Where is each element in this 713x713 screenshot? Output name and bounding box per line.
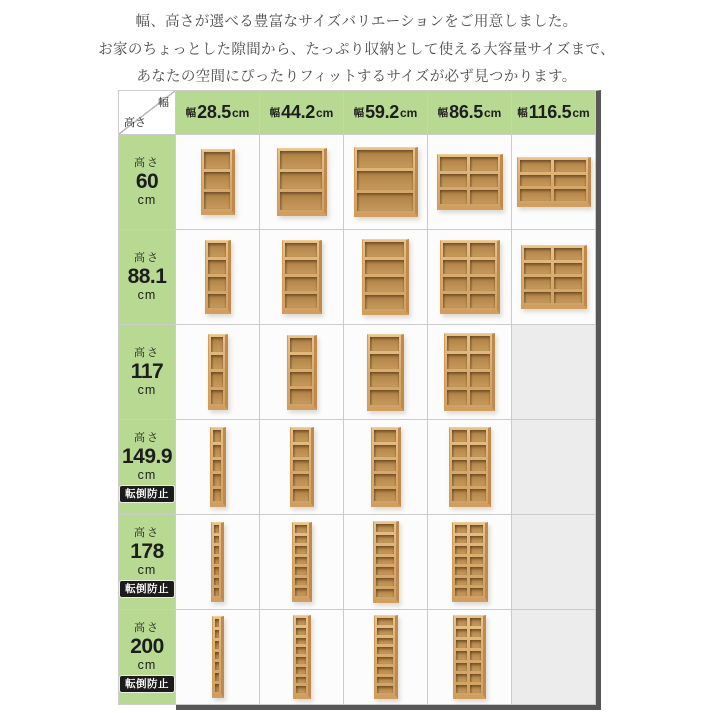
height-prefix-label: 高さ: [134, 157, 160, 169]
size-matrix-table: [118, 90, 601, 705]
height-row-header: [119, 135, 176, 230]
shelf-compartment: [365, 260, 404, 275]
shelf-compartment: [376, 546, 394, 554]
shelf-compartment: [280, 151, 322, 169]
height-value: 200: [130, 634, 164, 658]
height-value: 149.9: [121, 444, 173, 468]
shelf-compartment: [376, 557, 394, 565]
header-row: [119, 91, 596, 135]
table-row: [119, 135, 596, 230]
shelf-compartment: [452, 460, 468, 472]
shelf-compartment: [470, 260, 495, 274]
width-value: 86.5: [449, 102, 483, 122]
height-row-header: [119, 610, 176, 705]
height-prefix-label: 高さ: [134, 347, 160, 359]
shelf-cell: [344, 135, 428, 230]
shelf-cell: [344, 325, 428, 420]
shelf-compartment: [211, 372, 223, 387]
height-unit-label: cm: [137, 562, 157, 577]
shelf-compartment: [470, 674, 481, 682]
shelf-compartment: [443, 243, 468, 257]
width-column-header: [428, 91, 512, 135]
shelf-compartment: [370, 337, 399, 352]
shelf-compartment: [554, 248, 582, 260]
shelf-compartment: [470, 354, 490, 369]
bookshelf-illustration: [354, 147, 418, 217]
shelf-cell: [344, 230, 428, 325]
shelf-compartment: [215, 641, 219, 649]
shelf-compartment: [456, 629, 467, 637]
shelf-cell: [176, 420, 260, 515]
bookshelf-illustration: [449, 427, 491, 507]
height-row-header: [119, 325, 176, 420]
shelf-cell: [260, 135, 344, 230]
shelf-compartment: [365, 242, 404, 257]
bookshelf-illustration: [444, 333, 495, 411]
shelf-compartment: [377, 628, 393, 635]
shelf-compartment: [293, 445, 309, 457]
shelf-compartment: [357, 150, 413, 168]
shelf-compartment: [520, 175, 552, 187]
shelf-compartment: [440, 174, 468, 188]
shelf-compartment: [296, 686, 306, 693]
bookshelf-illustration: [208, 334, 228, 410]
shelf-compartment: [455, 588, 468, 596]
bookshelf-illustration: [440, 240, 500, 314]
width-column-header: [260, 91, 344, 135]
shelf-cell: [260, 515, 344, 610]
width-unit-label: cm: [316, 105, 334, 120]
shelf-compartment: [524, 292, 552, 304]
shelf-compartment: [285, 277, 317, 291]
shelf-compartment: [456, 618, 467, 626]
height-value: 88.1: [127, 265, 167, 288]
shelf-compartment: [204, 152, 230, 169]
width-unit-label: cm: [232, 105, 250, 120]
shelf-cell: [428, 610, 512, 705]
table-row: [119, 420, 596, 515]
shelf-compartment: [520, 160, 552, 172]
shelf-compartment: [376, 567, 394, 575]
shelf-compartment: [296, 638, 306, 645]
shelf-compartment: [524, 277, 552, 289]
shelf-compartment: [452, 445, 468, 457]
shelf-compartment: [470, 336, 490, 351]
shelf-compartment: [376, 578, 394, 586]
shelf-compartment: [213, 445, 221, 457]
shelf-compartment: [470, 685, 481, 693]
shelf-compartment: [208, 277, 226, 291]
shelf-compartment: [374, 430, 396, 442]
empty-cell: [512, 515, 596, 610]
width-prefix-label: 幅: [269, 107, 281, 119]
bookshelf-illustration: [367, 334, 404, 411]
shelf-compartment: [296, 618, 306, 625]
table-row: [119, 230, 596, 325]
shelf-compartment: [376, 589, 394, 597]
intro-line-2: お家のちょっとした隙間から、たっぷり収納として使える大容量サイズまで、: [98, 41, 615, 58]
table-row: [119, 610, 596, 705]
intro-line-3: あなたの空間にぴったりフィットするサイズが必ず見つかります。: [136, 69, 577, 85]
shelf-compartment: [377, 657, 393, 664]
shelf-compartment: [470, 546, 483, 554]
shelf-compartment: [370, 354, 399, 369]
shelf-cell: [344, 420, 428, 515]
shelf-compartment: [208, 260, 226, 274]
shelf-cell: [512, 230, 596, 325]
shelf-compartment: [520, 189, 552, 201]
shelf-compartment: [293, 489, 309, 501]
shelf-compartment: [204, 192, 230, 209]
shelf-compartment: [452, 430, 468, 442]
bookshelf-illustration: [201, 149, 235, 215]
shelf-compartment: [470, 663, 481, 671]
shelf-compartment: [293, 474, 309, 486]
anti-tip-badge: 転倒防止: [120, 486, 174, 503]
width-axis-label: 幅: [158, 97, 169, 109]
bookshelf-illustration: [277, 148, 327, 216]
shelf-compartment: [370, 372, 399, 387]
shelf-compartment: [524, 263, 552, 275]
shelf-compartment: [211, 355, 223, 370]
shelf-compartment: [455, 525, 468, 533]
shelf-compartment: [470, 536, 483, 544]
shelf-compartment: [374, 489, 396, 501]
shelf-cell: [176, 135, 260, 230]
shelf-compartment: [290, 338, 312, 352]
shelf-compartment: [293, 430, 309, 442]
bookshelf-illustration: [205, 240, 231, 314]
shelf-compartment: [214, 525, 219, 533]
height-unit-label: cm: [137, 657, 157, 672]
bookshelf-illustration: [293, 615, 311, 699]
table-row: [119, 515, 596, 610]
shelf-cell: [428, 135, 512, 230]
shelf-compartment: [443, 294, 468, 308]
width-prefix-label: 幅: [437, 107, 449, 119]
shelf-compartment: [214, 567, 219, 575]
bookshelf-illustration: [282, 240, 322, 314]
shelf-compartment: [295, 557, 307, 565]
bookshelf-illustration: [211, 522, 224, 602]
shelf-compartment: [456, 651, 467, 659]
height-value: 178: [130, 539, 164, 563]
shelf-compartment: [213, 489, 221, 501]
shelf-compartment: [470, 525, 483, 533]
shelf-compartment: [357, 171, 413, 189]
shelf-cell: [176, 325, 260, 420]
shelf-compartment: [214, 557, 219, 565]
bookshelf-illustration: [287, 335, 317, 410]
shelf-compartment: [213, 474, 221, 486]
shelf-compartment: [290, 389, 312, 403]
shelf-compartment: [554, 277, 582, 289]
width-unit-label: cm: [572, 105, 590, 120]
height-value: 60: [135, 170, 159, 193]
shelf-compartment: [374, 445, 396, 457]
shelf-compartment: [213, 430, 221, 442]
bookshelf-illustration: [210, 427, 226, 507]
width-value: 44.2: [281, 102, 315, 122]
shelf-cell: [428, 420, 512, 515]
shelf-compartment: [470, 588, 483, 596]
shelf-compartment: [280, 192, 322, 210]
shelf-compartment: [554, 160, 586, 172]
shelf-compartment: [452, 474, 468, 486]
shelf-compartment: [470, 190, 498, 204]
height-row-header: [119, 515, 176, 610]
shelf-compartment: [295, 588, 307, 596]
shelf-compartment: [296, 628, 306, 635]
shelf-compartment: [456, 640, 467, 648]
axis-corner-cell: [119, 91, 176, 135]
shelf-compartment: [456, 685, 467, 693]
shelf-compartment: [377, 638, 393, 645]
shelf-compartment: [296, 677, 306, 684]
shelf-compartment: [215, 619, 219, 627]
shelf-compartment: [377, 677, 393, 684]
shelf-compartment: [365, 295, 404, 310]
shelf-compartment: [370, 390, 399, 405]
width-prefix-label: 幅: [353, 107, 365, 119]
shelf-compartment: [208, 243, 226, 257]
shelf-compartment: [455, 567, 468, 575]
shelf-cell: [260, 325, 344, 420]
shelf-cell: [344, 515, 428, 610]
height-unit-label: cm: [137, 193, 157, 207]
width-column-header: [344, 91, 428, 135]
shelf-compartment: [285, 260, 317, 274]
shelf-cell: [260, 230, 344, 325]
shelf-compartment: [456, 674, 467, 682]
shelf-compartment: [296, 647, 306, 654]
shelf-compartment: [524, 248, 552, 260]
intro-line-1: 幅、高さが選べる豊富なサイズバリエーションをご用意しました。: [135, 14, 578, 30]
shelf-compartment: [285, 243, 317, 257]
shelf-compartment: [213, 460, 221, 472]
shelf-compartment: [470, 174, 498, 188]
shelf-compartment: [208, 294, 226, 308]
bookshelf-illustration: [517, 157, 591, 207]
empty-cell: [512, 325, 596, 420]
intro-text: [0, 9, 713, 92]
shelf-compartment: [290, 355, 312, 369]
height-axis-label: 高さ: [124, 117, 146, 129]
shelf-compartment: [215, 652, 219, 660]
shelf-compartment: [470, 618, 481, 626]
shelf-compartment: [290, 372, 312, 386]
shelf-compartment: [377, 667, 393, 674]
shelf-compartment: [470, 445, 486, 457]
height-unit-label: cm: [137, 288, 157, 302]
table-bottom-shadow-border: [176, 705, 601, 710]
bookshelf-illustration: [373, 521, 399, 603]
shelf-compartment: [554, 189, 586, 201]
shelf-compartment: [470, 557, 483, 565]
shelf-compartment: [211, 337, 223, 352]
shelf-compartment: [443, 277, 468, 291]
height-unit-label: cm: [137, 383, 157, 397]
shelf-compartment: [470, 567, 483, 575]
shelf-compartment: [295, 536, 307, 544]
shelf-compartment: [295, 578, 307, 586]
bookshelf-illustration: [453, 615, 486, 699]
shelf-compartment: [374, 460, 396, 472]
shelf-compartment: [447, 372, 467, 387]
shelf-compartment: [443, 260, 468, 274]
width-value: 28.5: [197, 102, 231, 122]
empty-cell: [512, 420, 596, 515]
width-value: 59.2: [365, 102, 399, 122]
shelf-cell: [260, 420, 344, 515]
shelf-compartment: [470, 372, 490, 387]
height-unit-label: cm: [137, 467, 157, 482]
shelf-compartment: [377, 647, 393, 654]
shelf-cell: [176, 515, 260, 610]
width-value: 116.5: [528, 102, 572, 122]
shelf-compartment: [215, 630, 219, 638]
shelf-compartment: [470, 578, 483, 586]
shelf-compartment: [470, 157, 498, 171]
shelf-compartment: [455, 546, 468, 554]
shelf-compartment: [295, 525, 307, 533]
shelf-compartment: [211, 390, 223, 405]
height-prefix-label: 高さ: [134, 526, 160, 539]
height-value: 117: [130, 360, 164, 383]
shelf-compartment: [554, 263, 582, 275]
shelf-compartment: [554, 292, 582, 304]
shelf-compartment: [376, 524, 394, 532]
shelf-cell: [428, 230, 512, 325]
shelf-compartment: [377, 686, 393, 693]
shelf-cell: [344, 610, 428, 705]
bookshelf-illustration: [362, 239, 409, 315]
shelf-compartment: [470, 629, 481, 637]
height-prefix-label: 高さ: [134, 431, 160, 444]
shelf-compartment: [293, 460, 309, 472]
shelf-compartment: [470, 474, 486, 486]
bookshelf-illustration: [452, 522, 488, 602]
anti-tip-badge: 転倒防止: [120, 581, 174, 598]
height-row-header: [119, 420, 176, 515]
shelf-compartment: [470, 460, 486, 472]
shelf-compartment: [214, 588, 219, 596]
shelf-compartment: [374, 474, 396, 486]
width-prefix-label: 幅: [185, 107, 197, 119]
shelf-compartment: [447, 354, 467, 369]
shelf-compartment: [470, 651, 481, 659]
bookshelf-illustration: [292, 522, 312, 602]
shelf-compartment: [470, 243, 495, 257]
anti-tip-badge: 転倒防止: [120, 676, 174, 693]
bookshelf-illustration: [212, 616, 224, 698]
width-column-header: [512, 91, 596, 135]
shelf-compartment: [214, 578, 219, 586]
height-prefix-label: 高さ: [134, 252, 160, 264]
shelf-compartment: [470, 277, 495, 291]
shelf-cell: [428, 515, 512, 610]
shelf-cell: [260, 610, 344, 705]
shelf-compartment: [470, 390, 490, 405]
shelf-compartment: [447, 336, 467, 351]
shelf-compartment: [377, 618, 393, 625]
shelf-compartment: [357, 193, 413, 211]
shelf-cell: [512, 135, 596, 230]
height-row-header: [119, 230, 176, 325]
shelf-compartment: [452, 489, 468, 501]
shelf-compartment: [447, 390, 467, 405]
shelf-compartment: [470, 294, 495, 308]
width-prefix-label: 幅: [517, 107, 528, 119]
shelf-compartment: [296, 667, 306, 674]
shelf-compartment: [455, 557, 468, 565]
shelf-compartment: [280, 172, 322, 190]
table-body: [119, 135, 596, 705]
shelf-compartment: [204, 172, 230, 189]
shelf-compartment: [554, 175, 586, 187]
shelf-compartment: [214, 536, 219, 544]
bookshelf-illustration: [371, 427, 401, 507]
shelf-compartment: [214, 546, 219, 554]
shelf-cell: [176, 230, 260, 325]
shelf-compartment: [470, 430, 486, 442]
shelf-cell: [176, 610, 260, 705]
width-unit-label: cm: [400, 105, 418, 120]
width-unit-label: cm: [484, 105, 502, 120]
bookshelf-illustration: [374, 615, 398, 699]
shelf-compartment: [295, 546, 307, 554]
shelf-compartment: [456, 663, 467, 671]
table-row: [119, 325, 596, 420]
shelf-compartment: [440, 157, 468, 171]
height-prefix-label: 高さ: [134, 621, 160, 634]
shelf-compartment: [470, 489, 486, 501]
shelf-compartment: [470, 640, 481, 648]
width-column-header: [176, 91, 260, 135]
shelf-compartment: [455, 536, 468, 544]
shelf-compartment: [376, 535, 394, 543]
shelf-compartment: [215, 662, 219, 670]
shelf-compartment: [215, 673, 219, 681]
bookshelf-illustration: [521, 245, 587, 309]
shelf-compartment: [296, 657, 306, 664]
bookshelf-illustration: [437, 154, 503, 210]
shelf-compartment: [285, 294, 317, 308]
bookshelf-illustration: [290, 427, 314, 507]
shelf-compartment: [455, 578, 468, 586]
empty-cell: [512, 610, 596, 705]
shelf-compartment: [215, 684, 219, 692]
shelf-cell: [428, 325, 512, 420]
shelf-compartment: [440, 190, 468, 204]
shelf-compartment: [365, 277, 404, 292]
shelf-compartment: [295, 567, 307, 575]
